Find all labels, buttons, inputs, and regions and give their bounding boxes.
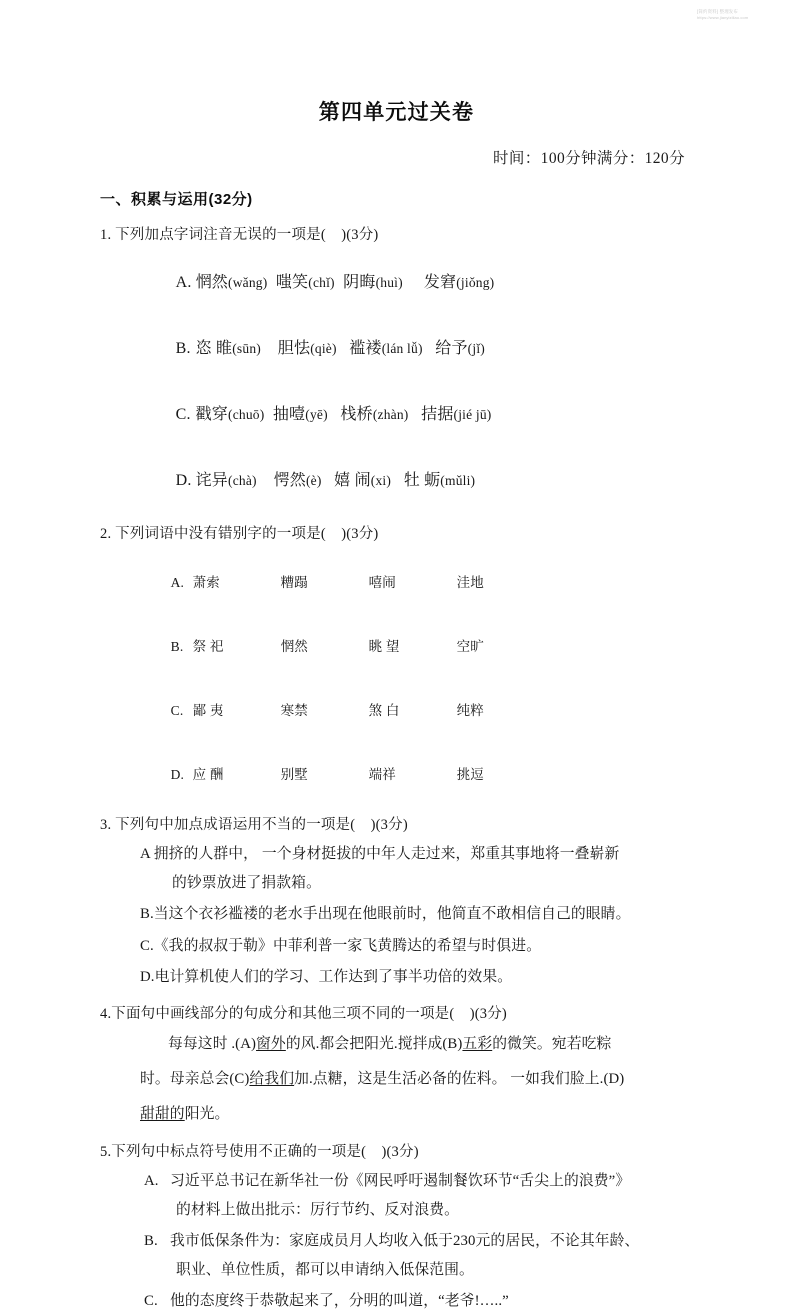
choice-label: C. xyxy=(175,406,191,423)
choice-word: 褴褛 xyxy=(349,340,382,357)
choice-word: 牡 蛎 xyxy=(403,472,441,489)
question-4 xyxy=(100,1002,793,1126)
choice-row[interactable] xyxy=(100,449,793,508)
choice-option-continuation: 职业、单位性质，都可以申请纳入低保范围。 xyxy=(176,1262,474,1279)
sentence-segment: 的风.都会把阳光.搅拌成(B) xyxy=(285,1035,463,1052)
choice-pinyin: (chà) xyxy=(228,473,257,488)
choice-word: 嘻闹 xyxy=(368,575,397,590)
choice-row[interactable] xyxy=(100,619,793,671)
choice-word: 洼地 xyxy=(456,575,485,590)
question-3 xyxy=(100,813,793,988)
choice-label: D. xyxy=(170,767,185,782)
exam-meta: 时间：100分钟满分：120分 xyxy=(492,150,685,167)
choice-label: A. xyxy=(144,1172,159,1189)
choice-word: 惘然 xyxy=(195,274,229,291)
choice-word: 纯粹 xyxy=(456,703,485,718)
choice-row[interactable] xyxy=(100,317,793,376)
choice-label: B. xyxy=(175,340,191,357)
choice-word: 抽噎 xyxy=(272,406,306,423)
choice-word: 戳穿 xyxy=(195,406,229,423)
question-4-sentence-line-2 xyxy=(100,1068,793,1091)
choice-row[interactable] xyxy=(100,747,793,799)
choice-word: 空旷 xyxy=(456,639,485,654)
question-5-choices xyxy=(100,1170,793,1313)
question-2 xyxy=(100,522,793,799)
choice-option-continuation: 的材料上做出批示：厉行节约、反对浪费。 xyxy=(176,1201,460,1218)
sentence-segment: 的微笑。宛若吃粽 xyxy=(492,1035,612,1052)
choice-row[interactable] xyxy=(100,383,793,442)
choice-text: 他的态度终于恭敬起来了，分明的叫道，“老爷!…..” xyxy=(170,1293,509,1310)
choice-pinyin: (chuō) xyxy=(228,407,265,422)
question-4-sentence-line-1 xyxy=(100,1033,793,1056)
choice-pinyin: (sūn) xyxy=(232,341,261,356)
choice-label: B. xyxy=(170,639,184,654)
page-title: 第四单元过关卷 xyxy=(318,101,475,124)
choice-word: 糟蹋 xyxy=(280,575,309,590)
choice-pinyin: (jǐ) xyxy=(467,341,485,356)
choice-label: A. xyxy=(175,274,192,291)
choice-word: 寒禁 xyxy=(280,703,309,718)
choice-pinyin: (wǎng) xyxy=(228,275,268,290)
choice-pinyin: (qiè) xyxy=(310,341,337,356)
choice-word: 诧异 xyxy=(195,472,229,489)
choice-word: 萧索 xyxy=(192,575,221,590)
choice-option[interactable]: D.电计算机使人们的学习、工作达到了事半功倍的效果。 xyxy=(140,968,513,985)
choice-pinyin: (lán lǚ) xyxy=(381,341,423,356)
choice-pinyin: (xi) xyxy=(370,473,392,488)
choice-label: A. xyxy=(170,575,185,590)
underlined-segment-d[interactable]: 甜甜的 xyxy=(140,1105,185,1122)
choice-option[interactable] xyxy=(100,1230,793,1252)
choice-label: D. xyxy=(175,472,192,489)
choice-word: 眺 望 xyxy=(368,639,400,654)
choice-pinyin: (è) xyxy=(305,473,322,488)
choice-word: 嬉 闹 xyxy=(334,472,371,489)
choice-option[interactable] xyxy=(100,1170,793,1192)
choice-word: 栈桥 xyxy=(340,406,373,423)
choice-label: C. xyxy=(170,703,184,718)
question-5-stem: 5.下列句中标点符号使用不正确的一项是( )(3分) xyxy=(100,1143,419,1160)
question-4-stem: 4.下面句中画线部分的句成分和其他三项不同的一项是( )(3分) xyxy=(100,1005,507,1022)
underlined-segment-b[interactable]: 五彩 xyxy=(462,1035,493,1052)
choice-word: 阴晦 xyxy=(343,274,376,291)
choice-option[interactable] xyxy=(100,1290,793,1312)
choice-row[interactable] xyxy=(100,683,793,735)
question-2-choices xyxy=(100,555,793,799)
choice-label: C. xyxy=(144,1293,158,1310)
choice-pinyin: (yē) xyxy=(305,407,328,422)
question-1-choices xyxy=(100,251,793,508)
choice-word: 别墅 xyxy=(280,767,309,782)
underlined-segment-a[interactable]: 窗外 xyxy=(256,1035,286,1052)
choice-word: 挑逗 xyxy=(456,767,485,782)
choice-word: 给予 xyxy=(435,340,468,357)
choice-pinyin: (jié jū) xyxy=(453,407,492,422)
sentence-segment: 阳光。 xyxy=(184,1105,230,1122)
choice-word: 煞 白 xyxy=(368,703,400,718)
question-4-sentence-line-3 xyxy=(100,1103,793,1126)
choice-text: 习近平总书记在新华社一份《网民呼吁遏制餐饮环节“舌尖上的浪费”》 xyxy=(170,1172,631,1189)
watermark xyxy=(697,9,785,20)
choice-word: 嗤笑 xyxy=(275,274,309,291)
choice-pinyin: (mǔli) xyxy=(440,473,476,488)
question-1 xyxy=(100,223,793,508)
question-1-stem: 1. 下列加点字词注音无误的一项是( )(3分) xyxy=(100,227,379,243)
choice-word: 祭 祀 xyxy=(192,639,224,654)
sentence-segment: 每每这时 .(A) xyxy=(168,1035,257,1052)
section-heading: 一、积累与运用(32分) xyxy=(100,191,253,208)
choice-word: 愕然 xyxy=(273,472,306,489)
choice-pinyin: (zhàn) xyxy=(372,407,409,422)
choice-option[interactable]: B.当这个衣衫褴褛的老水手出现在他眼前时，他简直不敢相信自己的眼睛。 xyxy=(140,906,631,923)
sentence-segment: 时。母亲总会(C) xyxy=(140,1070,250,1087)
question-3-choices xyxy=(100,843,793,988)
choice-word: 胆怯 xyxy=(277,340,311,357)
choice-row[interactable] xyxy=(100,251,793,310)
watermark-line-1: [简约资料] 整理发布 xyxy=(697,9,738,14)
choice-word: 拮据 xyxy=(421,406,454,423)
question-3-stem: 3. 下列句中加点成语运用不当的一项是( )(3分) xyxy=(100,817,408,833)
choice-option[interactable]: C.《我的叔叔于勒》中菲利普一家飞黄腾达的希望与时俱进。 xyxy=(140,937,542,954)
choice-word: 发窘 xyxy=(423,274,457,291)
choice-option[interactable]: A 拥挤的人群中， 一个身材挺拔的中年人走过来，郑重其事地将一叠崭新 xyxy=(140,846,620,862)
sentence-segment: 加.点糖，这是生活必备的佐料。 一如我们脸上.(D) xyxy=(294,1070,625,1087)
choice-label: B. xyxy=(144,1233,158,1250)
choice-word: 鄙 夷 xyxy=(192,703,224,718)
choice-text: 我市低保条件为：家庭成员月人均收入低于230元的居民，不论其年龄、 xyxy=(170,1233,640,1250)
choice-word: 惘然 xyxy=(280,639,309,654)
choice-pinyin: (chǐ) xyxy=(308,275,335,290)
choice-word: 恣 睢 xyxy=(195,340,233,357)
choice-word: 应 酬 xyxy=(192,767,224,782)
choice-row[interactable] xyxy=(100,555,793,607)
choice-pinyin: (huì) xyxy=(375,275,403,290)
watermark-line-2: https://www.jianyiziliao.com xyxy=(697,14,749,20)
question-2-stem: 2. 下列词语中没有错别字的一项是( )(3分) xyxy=(100,526,379,542)
choice-word: 端祥 xyxy=(368,767,397,782)
choice-pinyin: (jiǒng) xyxy=(456,275,495,290)
underlined-segment-c[interactable]: 给我们 xyxy=(249,1070,295,1087)
choice-option-continuation: 的钞票放进了捐款箱。 xyxy=(172,875,321,892)
question-5 xyxy=(100,1140,793,1313)
